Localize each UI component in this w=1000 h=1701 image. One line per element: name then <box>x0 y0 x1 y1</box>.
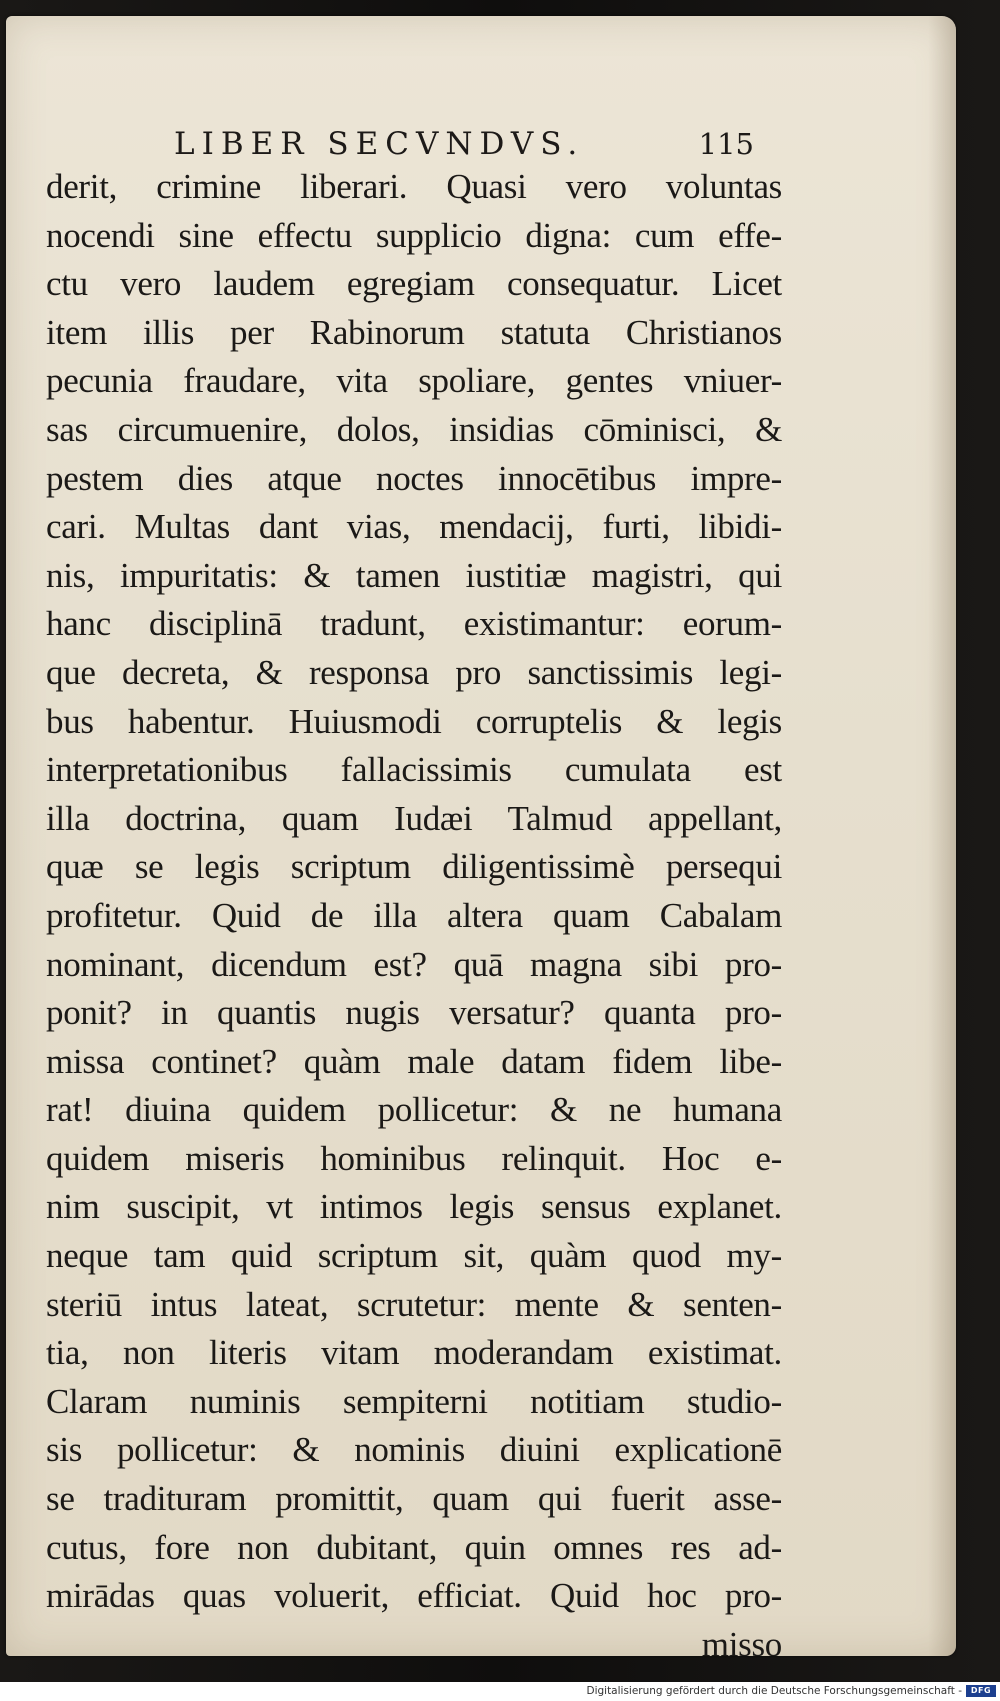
funding-credit: Digitalisierung gefördert durch die Deutsche Forschungsgemeinschaft - <box>586 1685 962 1697</box>
dfg-logo: DFG <box>966 1685 996 1697</box>
text-line: quidem miseris hominibus relinquit. Hoc e- <box>46 1138 782 1178</box>
text-line: item illis per Rabinorum statuta Christianos <box>46 312 782 352</box>
text-line: Claram numinis sempiterni notitiam studio- <box>46 1381 782 1421</box>
text-line: cari. Multas dant vias, mendacij, furti, libidi- <box>46 507 782 547</box>
body-text <box>46 163 782 1656</box>
page-number: 115 <box>698 127 754 161</box>
text-line: illa doctrina, quam Iudæi Talmud appellant, <box>46 798 782 838</box>
text-line: nocendi sine effectu supplicio digna: cum effe- <box>46 215 782 255</box>
running-head <box>174 124 754 164</box>
book-page <box>6 16 956 1656</box>
text-line: hanc disciplinā tradunt, existimantur: eorum- <box>46 604 782 644</box>
catchword: misso <box>701 1624 782 1656</box>
text-line: sas circumuenire, dolos, insidias cōminisci, & <box>46 409 782 449</box>
text-line: pecunia fraudare, vita spoliare, gentes vniuer- <box>46 361 782 401</box>
text-line: mirādas quas voluerit, efficiat. Quid hoc pro- <box>46 1576 782 1616</box>
text-line: nim suscipit, vt intimos legis sensus explanet. <box>46 1187 782 1227</box>
text-line: profitetur. Quid de illa altera quam Cabalam <box>46 895 782 935</box>
text-line: quæ se legis scriptum diligentissimè persequi <box>46 847 782 887</box>
running-head-title: LIBER SECVNDVS. <box>174 126 585 162</box>
footer-bar <box>0 1682 1000 1701</box>
text-line: nis, impuritatis: & tamen iustitiæ magistri, qui <box>46 555 782 595</box>
text-line: se tradituram promittit, quam qui fuerit asse- <box>46 1479 782 1519</box>
text-line: steriū intus lateat, scrutetur: mente & senten- <box>46 1284 782 1324</box>
text-line: tia, non literis vitam moderandam existimat. <box>46 1333 782 1373</box>
text-line: interpretationibus fallacissimis cumulata est <box>46 750 782 790</box>
text-line: derit, crimine liberari. Quasi vero voluntas <box>46 167 782 206</box>
text-line: pestem dies atque noctes innocētibus impre- <box>46 458 782 498</box>
text-line: nominant, dicendum est? quā magna sibi pro- <box>46 944 782 984</box>
text-line: sis pollicetur: & nominis diuini explicationē <box>46 1430 782 1470</box>
text-line: rat! diuina quidem pollicetur: & ne humana <box>46 1090 782 1130</box>
text-line: missa continet? quàm male datam fidem libe- <box>46 1041 782 1081</box>
text-line: que decreta, & responsa pro sanctissimis legi- <box>46 652 782 692</box>
text-line: bus habentur. Huiusmodi corruptelis & legis <box>46 701 782 741</box>
text-line: ctu vero laudem egregiam consequatur. Licet <box>46 264 782 304</box>
text-line: neque tam quid scriptum sit, quàm quod my- <box>46 1236 782 1276</box>
text-line: cutus, fore non dubitant, quin omnes res ad- <box>46 1527 782 1567</box>
text-line: ponit? in quantis nugis versatur? quanta pro- <box>46 993 782 1033</box>
